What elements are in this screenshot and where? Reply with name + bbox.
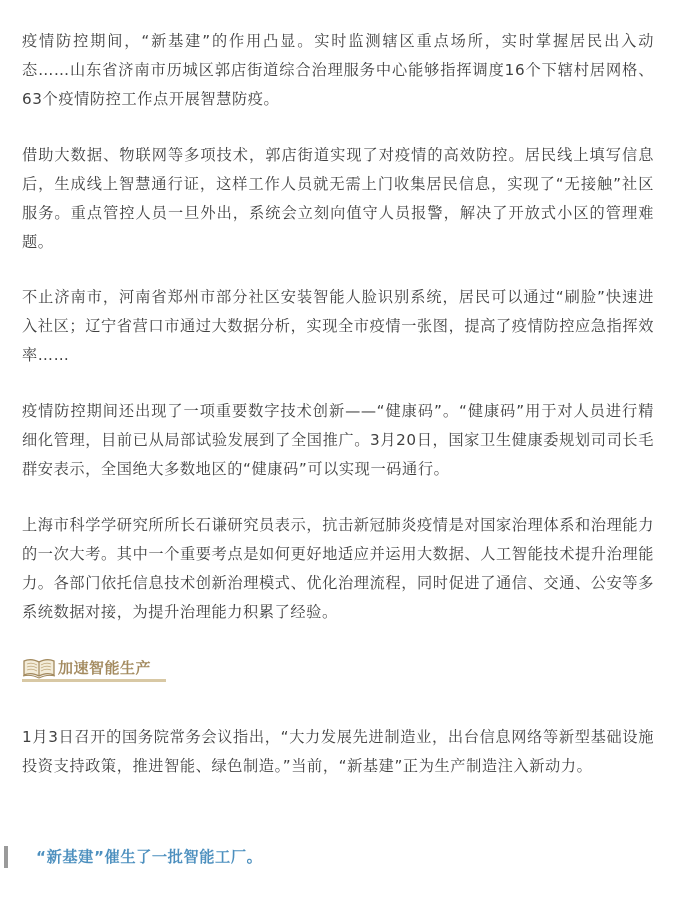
paragraph-health-code: 疫情防控期间还出现了一项重要数字技术创新——“健康码”。“健康码”用于对人员进行精细化管理，目前已从局部试验发展到了全国推广。3月20日，国家卫生健康委规划司司长毛群安表示，全国绝大多数地区的“健康码”可以实现一码通行。 xyxy=(22,402,654,478)
paragraph-smart-epidemic-control: 疫情防控期间，“新基建”的作用凸显。实时监测辖区重点场所，实时掌握居民出入动态……山东省济南市历城区郭店街道综合治理服务中心能够指挥调度16个下辖村居网格、63个疫情防控工作点开展智慧防疫。 xyxy=(22,32,654,108)
highlight-subheading: “新基建”催生了一批智能工厂。 xyxy=(36,848,263,866)
paragraph-other-cities: 不止济南市，河南省郑州市部分社区安装智能人脸识别系统，居民可以通过“刷脸”快速进入社区；辽宁省营口市通过大数据分析，实现全市疫情一张图，提高了疫情防控应急指挥效率…… xyxy=(22,288,654,364)
section-heading-underline xyxy=(22,679,166,682)
paragraph-governance-test: 上海市科学学研究所所长石谦研究员表示，抗击新冠肺炎疫情是对国家治理体系和治理能力的一次大考。其中一个重要考点是如何更好地适应并运用大数据、人工智能技术提升治理能力。各部门依托信息技术创新治理模式、优化治理流程，同时促进了通信、交通、公安等多系统数据对接，为提升治理能力积累了经验。 xyxy=(22,516,654,621)
paragraph-big-data-iot: 借助大数据、物联网等多项技术，郭店街道实现了对疫情的高效防控。居民线上填写信息后，生成线上智慧通行证，这样工作人员就无需上门收集居民信息，实现了“无接触”社区服务。重点管控人员一旦外出，系统会立刻向值守人员报警，解决了开放式小区的管理难题。 xyxy=(22,146,654,251)
paragraph-state-council: 1月3日召开的国务院常务会议指出，“大力发展先进制造业，出台信息网络等新型基础设施投资支持政策，推进智能、绿色制造。”当前，“新基建”正为生产制造注入新动力。 xyxy=(22,728,654,775)
section-title: 加速智能生产 xyxy=(58,658,152,677)
open-book-icon xyxy=(22,655,56,679)
quote-bar xyxy=(4,846,8,868)
section-heading xyxy=(22,654,151,680)
